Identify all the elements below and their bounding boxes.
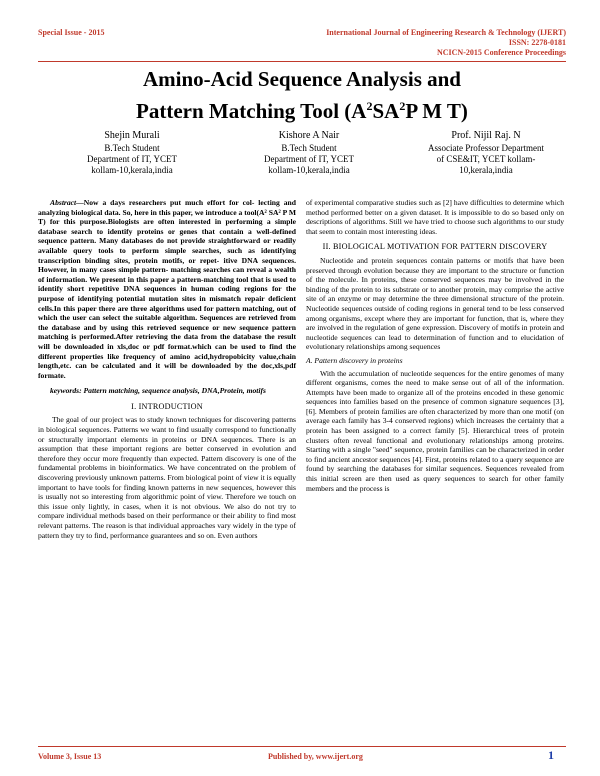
title-line-2: Pattern Matching Tool ($A^2SA^2P$ M T) <box>136 99 468 123</box>
author-role: Associate Professor Department <box>428 143 544 153</box>
footer-rule <box>38 746 566 747</box>
author-list <box>52 130 566 176</box>
abstract: Abstract—Now a days researchers put much effort for col- lecting and analyzing biological data. So, here in this paper, we introduce a tool(A² SA² P M T) for this purpose.Biologists are often interested in performing a simple database search to identify proteins or genes that contain a well-defined sequence pattern. Many databases do not provide straightforward or readily available query tools to perform simple searches, such as identifying transcription binding sites, protein motifs, or repet- itive DNA sequences. However, in many cases simple pattern- matching searches can reveal a wealth of information. We present in this paper a pattern-matching tool that is used to identify short repetitive DNA sequences in human coding regions for the purpose of identifying potential mutation sites in mismatch repair deficient cells.In this paper there are three algorithms used for pattern matching, out of which the user can select the suitable algorithm. Sequences are retrieved from the database and by using this retrieved sequence or new sequence pattern matching is performed.After retrieving the data from the database the result will be downloaded in xls,doc or pdf format.which can be used to find the different properties like frequency of amino acid,hydropobicity value,chain length,etc. can be calculated and it will be downloaded by the doc,xls,pdf formate. <box>38 198 296 380</box>
intro-paragraph: The goal of our project was to study known techniques for discovering patterns in biological sequences. Patterns we want to find usually correspond to functionally or structurally important elements in proteins or DNA sequences. There is an assumption that these important regions are better conserved in evolution and therefore they occur more frequently than expected. Pattern discovery is one of the fundamental problems in bioinformatics. We have concentrated on the problem of discovering previously unknown patterns. From biological point of view it is equally important to have tools for finding known patterns in new sequences, however this is usually not so interesting from algorithmic point of view. Therefore we touch on this issue only lightly, in cases, when it is not obvious. We also do not try to compare individual methods based on their performance or their ability to find most relevant patterns. The reason is that individual approaches vary widely in the type of pattern they try to find, performance guarantees and so on. Even authors <box>38 415 296 540</box>
paper-title <box>38 66 566 125</box>
subsection-paragraph: With the accumulation of nucleotide sequences for the entire genomes of many different organisms, comes the need to make sense out of all of the information. Attempts have been made to organize all of the proteins encoded in these genomic sequences into families based on the presence of common signature sequences [3], [6]. Members of protein families are often characterized by more than one motif (on average each family has 3-4 conserved regions) which increases the certainty that a protein has been assigned to a correct family [5]. Hierarchical trees of protein clusters often reveal functional and evolutionary relationships among proteins. Starting with a single "seed" sequence, protein families can be characterized in order to find ancient ancestor sequences [4]. First, proteins related to a query sequence are found by searching the databases for similar sequences. Sequences revealed from this initial screen are then used as query sequences to search for other family members and the process is <box>306 368 564 493</box>
journal-name: International Journal of Engineering Research & Technology (IJERT) <box>326 28 566 37</box>
author-dept: Department of IT, YCET <box>264 154 354 164</box>
author-name: Shejin Murali <box>104 130 160 141</box>
author-dept: of CSE&IT, YCET kollam- <box>436 154 536 164</box>
conference-name: NCICN-2015 Conference Proceedings <box>436 48 566 57</box>
intro-heading: I. INTRODUCTION <box>131 401 203 411</box>
author-role: B.Tech Student <box>104 143 160 153</box>
author-dept: Department of IT, YCET <box>87 154 177 164</box>
left-column <box>38 198 296 540</box>
right-column <box>306 198 564 493</box>
author-location: 10,kerala,india <box>459 165 513 175</box>
bio-paragraph: Nucleotide and protein sequences contain patterns or motifs that have been preserved through evolution because they are important to the structure or function of the molecule. In proteins, these conserved sequences may be involved in the binding of the protein to its substrate or to another protein, may comprise the active site of an enzyme or may determine the three dimensional structure of the protein. Nucleotide sequences outside of coding regions in general tend to be less conserved among organisms, except where they are important for function, that is, where they are involved in the regulation of gene expression. Discovery of motifs in protein and nucleotide sequences can lead to determination of function and to elucidation of evolutionary relationships among sequences <box>306 255 564 352</box>
intro-continuation: of experimental comparative studies such as [2] have difficulties to determine which method performed better on a given dataset. It is impossible to do so based only on descriptions of algorithms. Still we have tried to choose such algorithms to our study that seem to contain most interesting ideas. <box>306 198 564 236</box>
volume-label: Volume 3, Issue 13 <box>38 752 102 761</box>
header-rule <box>38 61 566 62</box>
page-number: 1 <box>548 748 554 762</box>
author-role: B.Tech Student <box>281 143 337 153</box>
keywords: keywords: Pattern matching, sequence analysis, DNA,Protein, motifs <box>50 386 267 396</box>
issue-label: Special Issue - 2015 <box>38 28 105 37</box>
author-block <box>406 130 566 176</box>
bio-heading: II. BIOLOGICAL MOTIVATION FOR PATTERN DISCOVERY <box>322 242 548 252</box>
author-block <box>229 130 389 176</box>
subsection-heading: A. Pattern discovery in proteins <box>306 355 403 365</box>
publisher-link[interactable]: Published by, www.ijert.org <box>268 752 363 761</box>
author-name: Kishore A Nair <box>278 130 340 141</box>
author-location: kollam-10,kerala,india <box>268 165 350 175</box>
author-block <box>52 130 212 176</box>
author-name: Prof. Nijil Raj. N <box>451 130 521 141</box>
author-location: kollam-10,kerala,india <box>91 165 173 175</box>
issn: ISSN: 2278-0181 <box>508 38 566 47</box>
journal-header <box>326 28 566 58</box>
title-line-1: Amino-Acid Sequence Analysis and <box>143 67 461 91</box>
